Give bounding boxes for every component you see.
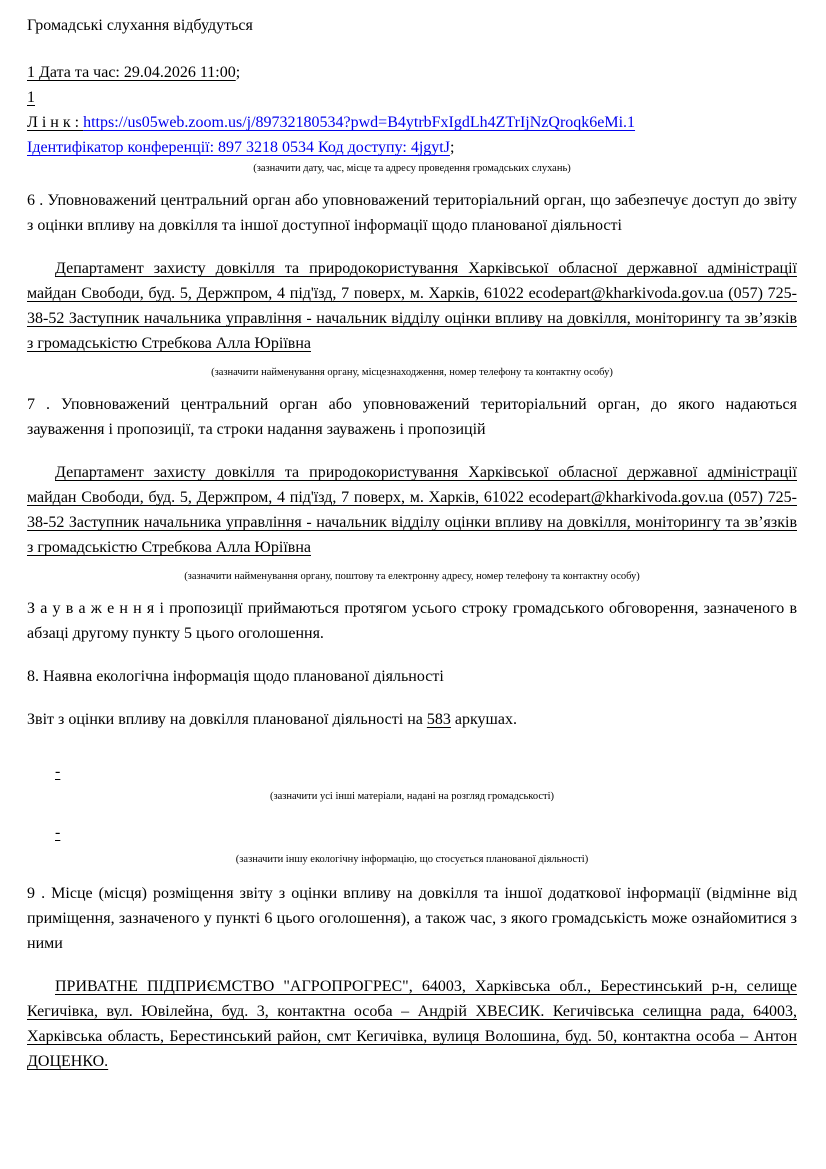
section-7-heading: 7 . Уповноважений центральний орган або уповноважений територіальний орган, до якого надаються зауваження і пропозиції, та строки надання зауважень і пропозицій	[27, 396, 797, 438]
date-time-value: 1 Дата та час: 29.04.2026 11:00	[27, 64, 236, 81]
list-number-line	[27, 85, 797, 110]
section-9-heading: 9 . Місце (місця) розміщення звіту з оцінки впливу на довкілля та іншої додаткової інформації (відмінне від приміщення, зазначеного у пункті 6 цього оголошення), а також час, з якого громадськість може ознайомитися з ними	[27, 885, 797, 952]
remarks-rest: пропозиції приймаються протягом усього строку громадського обговорення, зазначеного в абзаці другому пункту 5 цього оголошення.	[27, 600, 798, 642]
section-6-hint-caption: (зазначити найменування органу, місцезнаходження, номер телефону та контактну особу)	[211, 367, 613, 378]
form-hint-caption: (зазначити дату, час, місце та адресу проведення громадських слухань)	[253, 163, 571, 174]
report-pages-line	[27, 707, 797, 732]
conference-id-suffix: ;	[449, 139, 455, 156]
conference-id-line	[27, 135, 797, 160]
hearing-details-form	[27, 60, 797, 175]
section-6-heading: 6 . Уповноважений центральний орган або уповноважений територіальний орган, що забезпечує доступ до звіту з оцінки впливу на довкілля та іншої доступної інформації щодо планованої діяльності	[27, 192, 797, 234]
section-7-department-info: Департамент захисту довкілля та природокористування Харківської обласної державної адміністрації майдан Свободи, буд. 5, Держпром, 4 під'їзд, 7 поверх, м. Харків, 61022 ecodepart@kharkivoda.gov.ua (057) 725-38-52 Заступник начальника управління - начальник відділу оцінки впливу на довкілля, моніторингу та зв’язків з громадськістю Стребкова Алла Юріївна	[27, 464, 797, 556]
remarks-paragraph	[27, 596, 797, 646]
materials-hint-caption: (зазначити усі інші матеріали, надані на розгляд громадськості)	[269, 791, 555, 802]
section-9-location-info: ПРИВАТНЕ ПІДПРИЄМСТВО "АГРОПРОГРЕС", 64003, Харківська обл., Берестинський р-н, селище Кегичівка, вул. Ювілейна, буд. 3, контактна особа – Андрій ХВЕСИК. Кегичівська селищна рада, 64003, Харківська область, Берестинський район, смт Кегичівка, вулиця Волошина, буд. 50, контактна особа – Антон ДОЦЕНКО.	[27, 978, 797, 1070]
section-8-heading: 8. Наявна екологічна інформація щодо планованої діяльності	[27, 668, 444, 685]
document-title: Громадські слухання відбудуться	[27, 17, 253, 34]
page-count-value: 583	[426, 711, 451, 728]
zoom-meeting-link[interactable]: https://us05web.zoom.us/j/89732180534?pwd=B4ytrbFxIgdLh4ZTrIjNzQroqk6eMi.1	[83, 114, 636, 131]
list-number-value: 1	[27, 89, 35, 106]
section-7-hint-caption: (зазначити найменування органу, поштову та електронну адресу, номер телефону та контактну особу)	[184, 571, 640, 582]
meeting-link-line	[27, 110, 797, 135]
remarks-spaced-prefix: З а у в а ж е н н я і	[27, 600, 164, 617]
report-prefix: Звіт з оцінки впливу на довкілля планованої діяльності на	[27, 711, 427, 728]
link-label: Л і н к :	[27, 114, 84, 131]
eco-info-hint-caption: (зазначити іншу екологічну інформацію, що стосується планованої діяльності)	[235, 854, 589, 865]
empty-field-dash-1: -	[55, 763, 61, 780]
date-time-line	[27, 60, 797, 85]
conference-id-link[interactable]: Ідентифікатор конференції: 897 3218 0534 Код доступу: 4jgytJ	[27, 139, 450, 156]
report-suffix: аркушах.	[450, 711, 517, 728]
date-time-suffix: ;	[235, 64, 241, 81]
section-6-department-info: Департамент захисту довкілля та природокористування Харківської обласної державної адміністрації майдан Свободи, буд. 5, Держпром, 4 під'їзд, 7 поверх, м. Харків, 61022 ecodepart@kharkivoda.gov.ua (057) 725-38-52 Заступник начальника управління - начальник відділу оцінки впливу на довкілля, моніторингу та зв’язків з громадськістю Стребкова Алла Юріївна	[27, 260, 797, 352]
empty-field-dash-2: -	[55, 824, 61, 841]
